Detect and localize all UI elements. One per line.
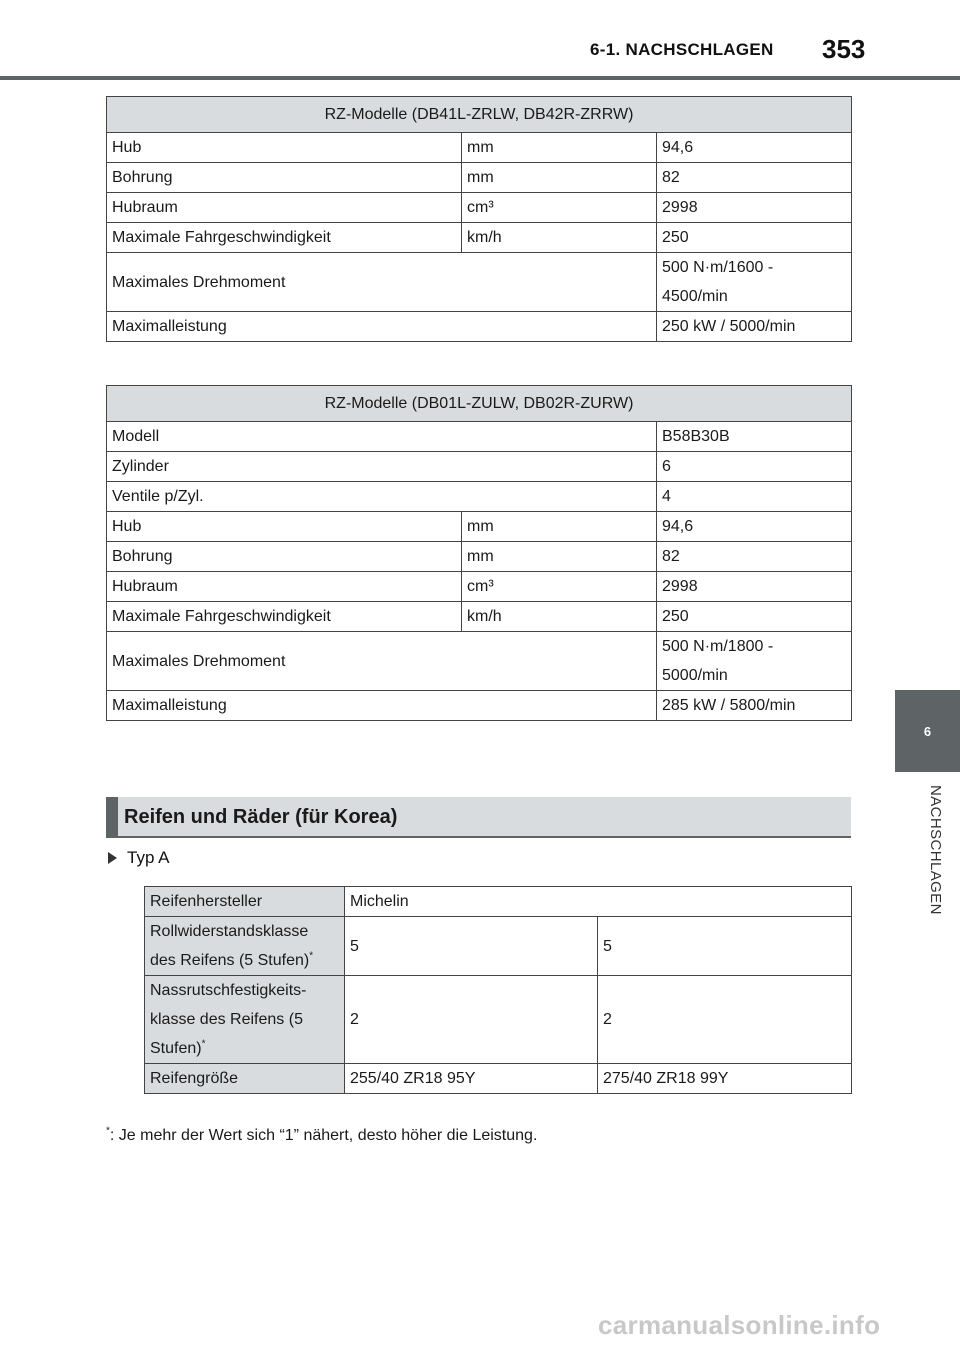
footnote-text: : Je mehr der Wert sich “1” nähert, desto höher die Leistung. [109, 1127, 538, 1144]
label-line: des Reifens (5 Stufen)* [150, 950, 314, 969]
row-label: Hub [107, 512, 462, 542]
table-row [145, 976, 852, 1064]
arrow-right-icon [108, 852, 117, 864]
tire-table [144, 886, 852, 1094]
label-line: klasse des Reifens (5 [150, 1011, 303, 1028]
table-row [107, 452, 852, 482]
row-label: Maximales Drehmoment [107, 253, 657, 312]
row-value [657, 632, 852, 691]
table-row [107, 193, 852, 223]
row-value: 82 [657, 163, 852, 193]
table-row [107, 253, 852, 312]
row-unit: mm [462, 163, 657, 193]
label-line: Rollwiderstandsklasse [150, 923, 309, 940]
spec-table-db41l [106, 96, 852, 342]
table-row [107, 572, 852, 602]
row-label: Reifengröße [145, 1064, 345, 1094]
row-value: 82 [657, 542, 852, 572]
label-line: Stufen)* [150, 1038, 206, 1057]
row-label: Maximale Fahrgeschwindigkeit [107, 223, 462, 253]
row-label: Zylinder [107, 452, 657, 482]
row-value: 250 kW / 5000/min [657, 312, 852, 342]
table-row [107, 133, 852, 163]
row-value: 4 [657, 482, 852, 512]
row-value: 2998 [657, 193, 852, 223]
table-title: RZ-Modelle (DB01L-ZULW, DB02R-ZURW) [107, 386, 852, 422]
row-unit: cm³ [462, 193, 657, 223]
row-label [145, 917, 345, 976]
table-row [107, 223, 852, 253]
row-label: Maximalleistung [107, 691, 657, 721]
row-label: Maximale Fahrgeschwindigkeit [107, 602, 462, 632]
rear-value: 275/40 ZR18 99Y [598, 1064, 852, 1094]
row-label: Maximalleistung [107, 312, 657, 342]
table-row [107, 632, 852, 691]
row-unit: km/h [462, 602, 657, 632]
table-row [107, 542, 852, 572]
value-line: 5000/min [662, 667, 728, 684]
row-value: 250 [657, 223, 852, 253]
table-row [107, 482, 852, 512]
row-label: Hubraum [107, 193, 462, 223]
row-label [145, 976, 345, 1064]
watermark: carmanualsonline.info [598, 1310, 881, 1340]
row-value: 285 kW / 5800/min [657, 691, 852, 721]
front-value: 2 [345, 976, 598, 1064]
row-label: Bohrung [107, 542, 462, 572]
front-value: 255/40 ZR18 95Y [345, 1064, 598, 1094]
section-heading: Reifen und Räder (für Korea) [106, 797, 851, 837]
row-value: 94,6 [657, 512, 852, 542]
value-line: 4500/min [662, 288, 728, 305]
rear-value: 2 [598, 976, 852, 1064]
type-label: Typ A [127, 848, 170, 867]
chapter-label: NACHSCHLAGEN [927, 785, 944, 915]
footnote-mark: * [106, 1125, 110, 1137]
table-title: RZ-Modelle (DB41L-ZRLW, DB42R-ZRRW) [107, 97, 852, 133]
chapter-tab[interactable] [895, 690, 960, 772]
table-row [107, 163, 852, 193]
table-row [145, 917, 852, 976]
row-unit: km/h [462, 223, 657, 253]
row-label: Hub [107, 133, 462, 163]
table-row [145, 1064, 852, 1094]
footnote-mark: * [201, 1038, 206, 1050]
row-value: Michelin [345, 887, 852, 917]
row-value: 94,6 [657, 133, 852, 163]
rear-value: 5 [598, 917, 852, 976]
row-unit: cm³ [462, 572, 657, 602]
table-row [107, 512, 852, 542]
row-unit: mm [462, 542, 657, 572]
section-title: 6-1. NACHSCHLAGEN [590, 40, 774, 59]
spec-table-db01l [106, 385, 852, 721]
label-line: Nassrutschfestigkeits- [150, 982, 307, 999]
table-row [145, 887, 852, 917]
row-value [657, 253, 852, 312]
footnote [106, 1127, 537, 1145]
row-label: Hubraum [107, 572, 462, 602]
value-line: 500 N·m/1600 - [662, 259, 774, 276]
footnote-mark: * [309, 950, 314, 962]
row-label: Reifenhersteller [145, 887, 345, 917]
value-line: 500 N·m/1800 - [662, 638, 774, 655]
table-row [107, 312, 852, 342]
row-label: Ventile p/Zyl. [107, 482, 657, 512]
page-number: 353 [822, 34, 866, 64]
front-value: 5 [345, 917, 598, 976]
type-label-row [108, 848, 170, 868]
row-unit: mm [462, 133, 657, 163]
row-unit: mm [462, 512, 657, 542]
row-value: 6 [657, 452, 852, 482]
table-row [107, 422, 852, 452]
table-row [107, 602, 852, 632]
table-row [107, 691, 852, 721]
header-rule [0, 76, 960, 80]
section-rule [106, 836, 851, 838]
row-value: B58B30B [657, 422, 852, 452]
row-label: Modell [107, 422, 657, 452]
row-label: Bohrung [107, 163, 462, 193]
chapter-number: 6 [923, 723, 932, 739]
row-value: 250 [657, 602, 852, 632]
row-label: Maximales Drehmoment [107, 632, 657, 691]
row-value: 2998 [657, 572, 852, 602]
